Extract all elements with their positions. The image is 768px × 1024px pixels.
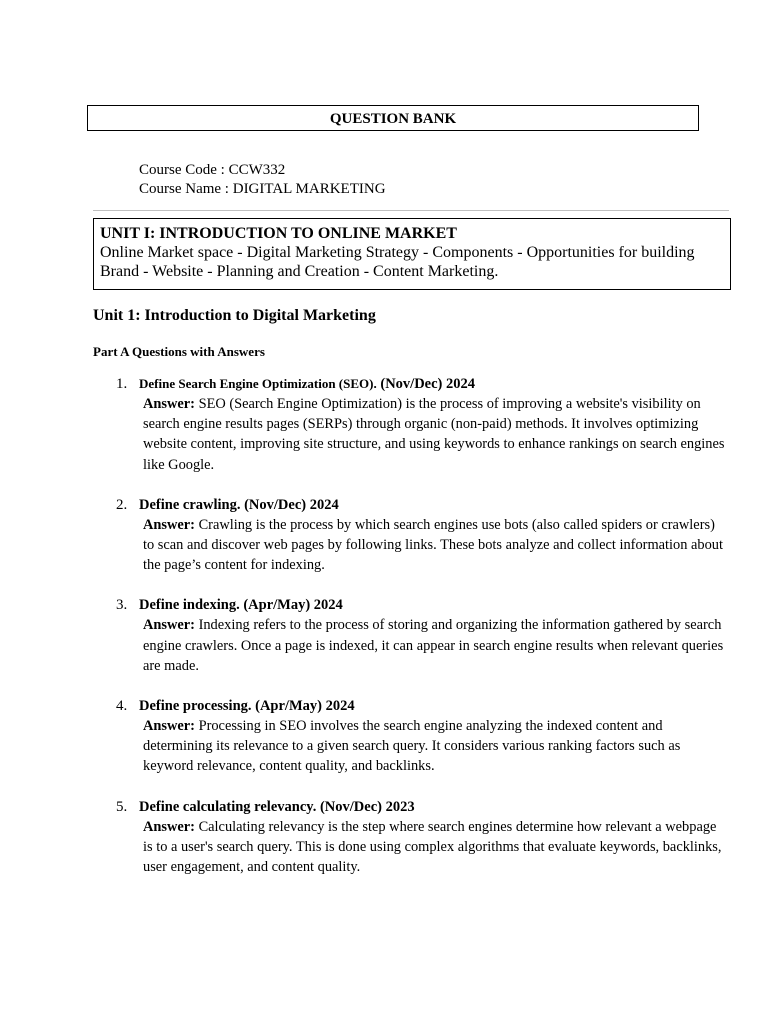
answer-text [139, 615, 729, 676]
unit-title: UNIT I: INTRODUCTION TO ONLINE MARKET [100, 225, 457, 242]
question-title: Define Search Engine Optimization (SEO). [139, 376, 377, 391]
answer-content: Crawling is the process by which search engines use bots (also called spiders or crawlers) to scan and discover web pages by following links. These bots analyze and collect information about the page’s content for indexing. [143, 516, 724, 574]
question-text [139, 797, 729, 817]
course-code-value: CCW332 [228, 162, 286, 178]
question-text [139, 495, 729, 515]
answer-text [139, 716, 729, 777]
answer-label: Answer: [143, 718, 195, 735]
question-bank-heading [87, 105, 699, 131]
question-number: 5. [116, 798, 128, 815]
question-body [139, 374, 729, 475]
question-bank-title: QUESTION BANK [329, 111, 457, 127]
answer-text [139, 394, 729, 475]
question-title: Define processing. (Apr/May) 2024 [139, 698, 355, 715]
question-list [0, 374, 768, 897]
question-body [139, 797, 729, 878]
question-item [0, 374, 768, 475]
section-title: Unit 1: Introduction to Digital Marketing [93, 307, 376, 324]
answer-label: Answer: [143, 617, 195, 634]
course-info [139, 161, 386, 199]
course-code-line [139, 161, 386, 180]
question-body [139, 495, 729, 576]
question-body [139, 696, 729, 777]
question-number: 4. [116, 698, 128, 715]
question-body [139, 595, 729, 676]
answer-content: SEO (Search Engine Optimization) is the process of improving a website's visibility on search engine results pages (SERPs) through organic (non-paid) methods. It involves optimizing website content, improving site structure, and using keywords to enhance rankings on search engines like Google. [143, 396, 725, 473]
question-text [139, 696, 729, 716]
question-title: Define calculating relevancy. (Nov/Dec) 2023 [139, 798, 415, 815]
answer-label: Answer: [143, 396, 195, 412]
answer-label: Answer: [143, 818, 195, 835]
question-item [0, 595, 768, 676]
question-item [0, 797, 768, 878]
question-exam: (Nov/Dec) 2024 [376, 376, 475, 392]
question-text [139, 374, 729, 394]
question-text [139, 595, 729, 615]
unit-box [93, 218, 731, 290]
course-code-label: Course Code : [139, 162, 229, 178]
answer-content: Indexing refers to the process of storing and organizing the information gathered by search engine crawlers. Once a page is indexed, it can appear in search engine results when relevant queries are made. [143, 617, 724, 674]
question-item [0, 696, 768, 777]
course-name-label: Course Name : [139, 181, 233, 197]
answer-content: Processing in SEO involves the search engine analyzing the indexed content and determining its relevance to a given search query. It considers various ranking factors such as keyword relevance, content quality, and backlinks. [143, 718, 681, 775]
unit-description: Online Market space - Digital Marketing Strategy - Components - Opportunities for building Brand - Website - Planning and Creation - Content Marketing. [100, 244, 695, 280]
question-number: 3. [116, 597, 128, 614]
question-title: Define crawling. (Nov/Dec) 2024 [139, 496, 339, 513]
course-name-value: DIGITAL MARKETING [232, 181, 386, 197]
course-name-line [139, 180, 386, 199]
question-item [0, 495, 768, 576]
question-number: 2. [116, 496, 128, 513]
answer-text [139, 817, 729, 878]
answer-label: Answer: [143, 516, 195, 533]
question-number: 1. [116, 376, 128, 392]
divider [93, 210, 729, 211]
part-title: Part A Questions with Answers [93, 344, 265, 359]
answer-content: Calculating relevancy is the step where search engines determine how relevant a webpage is to a user's search query. This is done using complex algorithms that evaluate keywords, backlinks, user engagement, and content quality. [143, 818, 722, 876]
answer-text [139, 515, 729, 576]
question-title: Define indexing. (Apr/May) 2024 [139, 597, 343, 614]
